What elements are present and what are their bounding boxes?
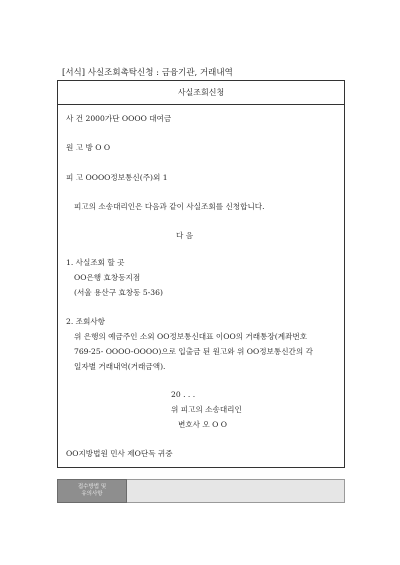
defendant-line: 피 고 OOOO정보통신(주)외 1: [66, 173, 168, 182]
footer-note-content: [127, 479, 345, 503]
footer-note-label: [57, 479, 127, 503]
footer-note-line2: 유의사항: [81, 491, 103, 498]
next-heading: 다 음: [176, 231, 194, 240]
date-line: 20 . . .: [171, 390, 196, 399]
intro-text: 피고의 소송대리인은 다음과 같이 사실조회를 신청합니다.: [74, 202, 265, 211]
section1-bank: OO은행 효창동지점: [74, 273, 141, 282]
section2-line2: 769-25- OOOO-OOOO)으로 입출금 된 원고와 위 OO정보통신간의 각: [74, 347, 313, 356]
form-heading: [서식] 사실조회촉탁신청 : 금융기관, 거래내역: [62, 68, 233, 78]
agent-line: 위 피고의 소송대리인: [171, 405, 242, 414]
court-line: OO지방법원 민사 제O단독 귀중: [66, 449, 173, 458]
case-line: 사 건 2000가단 OOOO 대여금: [66, 114, 172, 123]
lawyer-line: 변호사 오 O O: [178, 420, 228, 429]
section1-address: (서울 용산구 효창동 5-36): [74, 288, 163, 297]
plaintiff-line: 원 고 방 O O: [66, 143, 111, 152]
section2-line3: 일자별 거래내역(거래금액).: [74, 362, 166, 371]
section1-title: 1. 사실조회 할 곳: [66, 258, 125, 267]
section2-line1: 위 은행의 예금주인 소외 OO정보통신대표 이OO의 거래통장(계좌번호: [74, 332, 308, 341]
form-title: 사실조회신청: [58, 81, 344, 105]
section2-title: 2. 조회사항: [66, 317, 106, 326]
footer-note-line1: 접수방법 및: [77, 484, 107, 490]
